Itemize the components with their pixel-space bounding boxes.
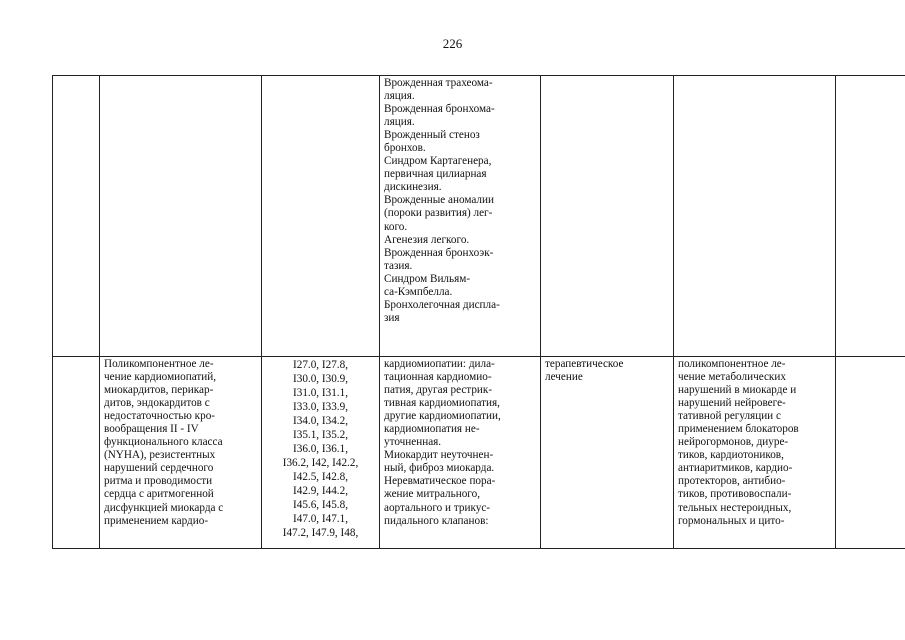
cost-cell xyxy=(836,357,905,549)
treatment-type-cell: терапевтическое лечение xyxy=(541,357,674,549)
cost-cell xyxy=(836,76,905,357)
page-number: 226 xyxy=(442,36,463,51)
row-number-cell xyxy=(53,357,100,549)
icd-codes-cell xyxy=(262,76,380,357)
treatment-profile-cell: Поликомпонентное ле- чение кардиомиопатий, миокардитов, перикар- дитов, эндокардитов с недостаточностью кро- вообращения II - IV функционального класса (NYHA), резистентных нарушений сердечного ритма и проводимости сердца с аритмогенной дисфункцией миокарда с применением кардио- xyxy=(100,357,262,549)
treatment-type-cell xyxy=(541,76,674,357)
treatment-method-cell xyxy=(674,76,836,357)
treatment-method-cell: поликомпонентное ле- чение метаболических нарушений в миокарде и нарушений нейровеге- тативной регуляции с применением блокаторов нейрогормонов, диуре- тиков, кардиотоников, антиаритмиков, кардио- протекторов, антибио- тиков, противовоспали- тельных нестероидных, гормональных и цито- xyxy=(674,357,836,549)
table-row xyxy=(53,357,905,549)
row-number-cell xyxy=(53,76,100,357)
treatment-profile-cell xyxy=(100,76,262,357)
table-row xyxy=(53,76,905,357)
patient-model-cell: Врожденная трахеома- ляция. Врожденная бронхома- ляция. Врожденный стеноз бронхов. Синдром Картагенера, первичная цилиарная дискинезия. Врожденные аномалии (пороки развития) лег- кого. Агенезия легкого. Врожденная бронхоэк- тазия. Синдром Вильям- са-Кэмпбелла. Бронхолегочная диспла- зия xyxy=(380,76,541,357)
patient-model-cell: кардиомиопатии: дила- тационная кардиомио- патия, другая рестрик- тивная кардиомиопатия, другие кардиомиопатии, кардиомиопатия не- уточненная. Миокардит неуточнен- ный, фиброз миокарда. Неревматическое пора- жение митрального, аортального и трикус- пидального клапанов: xyxy=(380,357,541,549)
icd-codes-cell: I27.0, I27.8, I30.0, I30.9, I31.0, I31.1, I33.0, I33.9, I34.0, I34.2, I35.1, I35.2, I36.0, I36.1, I36.2, I42, I42.2, I42.5, I42.8, I42.9, I44.2, I45.6, I45.8, I47.0, I47.1, I47.2, I47.9, I48, xyxy=(262,357,380,549)
medical-procedures-table xyxy=(52,75,905,549)
